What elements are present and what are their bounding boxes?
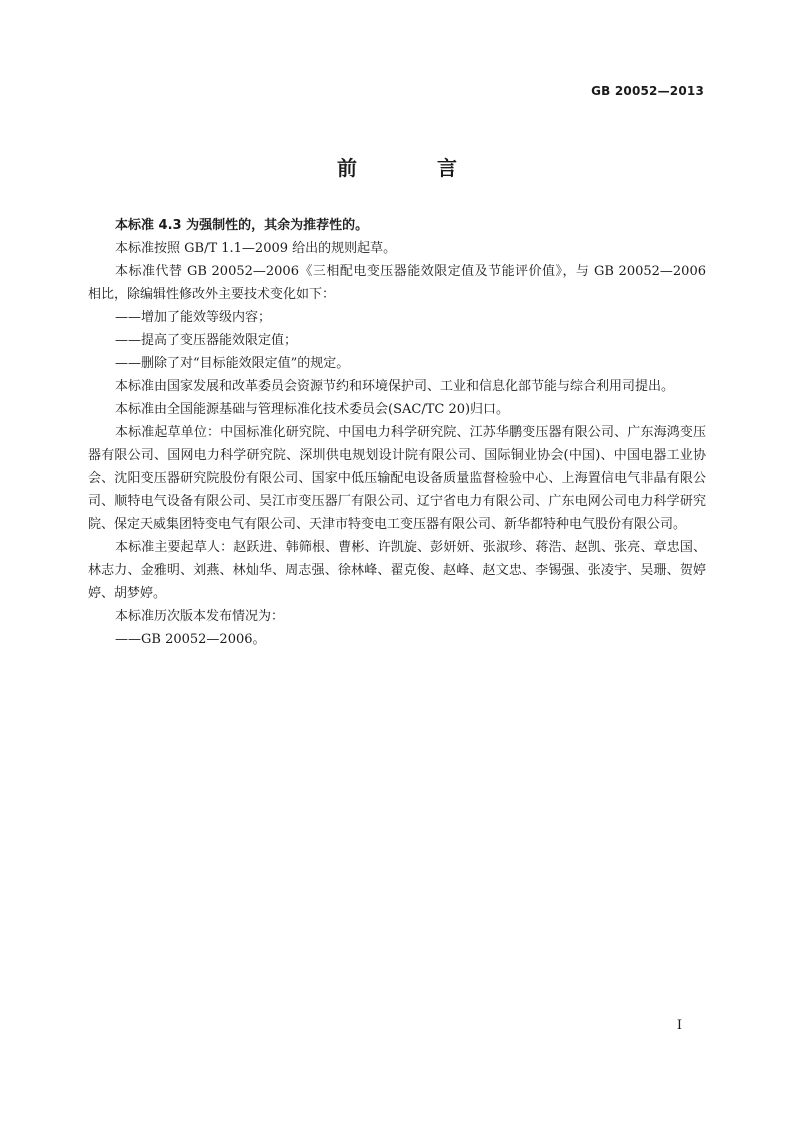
proposer-paragraph: 本标准由国家发展和改革委员会资源节约和环境保护司、工业和信息化部节能与综合利用司提出。: [115, 379, 675, 394]
page-title: 前 言: [337, 156, 487, 180]
administration-paragraph: 本标准由全国能源基础与管理标准化技术委员会(SAC/TC 20)归口。: [115, 402, 510, 417]
standard-number: GB 20052—2013: [591, 84, 704, 98]
history-heading-paragraph: 本标准历次版本发布情况为：: [115, 609, 285, 624]
change-item: ——增加了能效等级内容；: [115, 310, 272, 325]
foreword-body: [88, 214, 706, 651]
change-item: ——删除了对“目标能效限定值”的规定。: [115, 356, 350, 371]
mandatory-clause-statement: 本标准 4.3 为强制性的，其余为推荐性的。: [115, 218, 369, 233]
drafting-rules-paragraph: 本标准按照 GB/T 1.1—2009 给出的规则起草。: [115, 241, 397, 256]
replacement-paragraph: 本标准代替 GB 20052—2006《三相配电变压器能效限定值及节能评价值》，与 GB 20052—2006 相比，除编辑性修改外主要技术变化如下：: [88, 264, 706, 302]
drafters-paragraph: 本标准主要起草人：赵跃进、韩筛根、曹彬、许凯旋、彭妍妍、张淑珍、蒋浩、赵凯、张亮、章忠国、林志力、金雅明、刘燕、林灿华、周志强、徐林峰、翟克俊、赵峰、赵文忠、李锡强、张凌宇、吴珊、贺婷婷、胡梦婷。: [88, 540, 706, 601]
page-number: I: [676, 1018, 682, 1033]
change-item: ——提高了变压器能效限定值；: [115, 333, 298, 348]
drafting-organizations-paragraph: 本标准起草单位：中国标准化研究院、中国电力科学研究院、江苏华鹏变压器有限公司、广东海鸿变压器有限公司、国网电力科学研究院、深圳供电规划设计院有限公司、国际铜业协会(中国)、中国电器工业协会、沈阳变压器研究院股份有限公司、国家中低压输配电设备质量监督检验中心、上海置信电气非晶有限公司、顺特电气设备有限公司、吴江市变压器厂有限公司、辽宁省电力有限公司、广东电网公司电力科学研究院、保定天威集团特变电气有限公司、天津市特变电工变压器有限公司、新华都特种电气股份有限公司。: [88, 425, 706, 532]
history-item: ——GB 20052—2006。: [115, 632, 266, 647]
